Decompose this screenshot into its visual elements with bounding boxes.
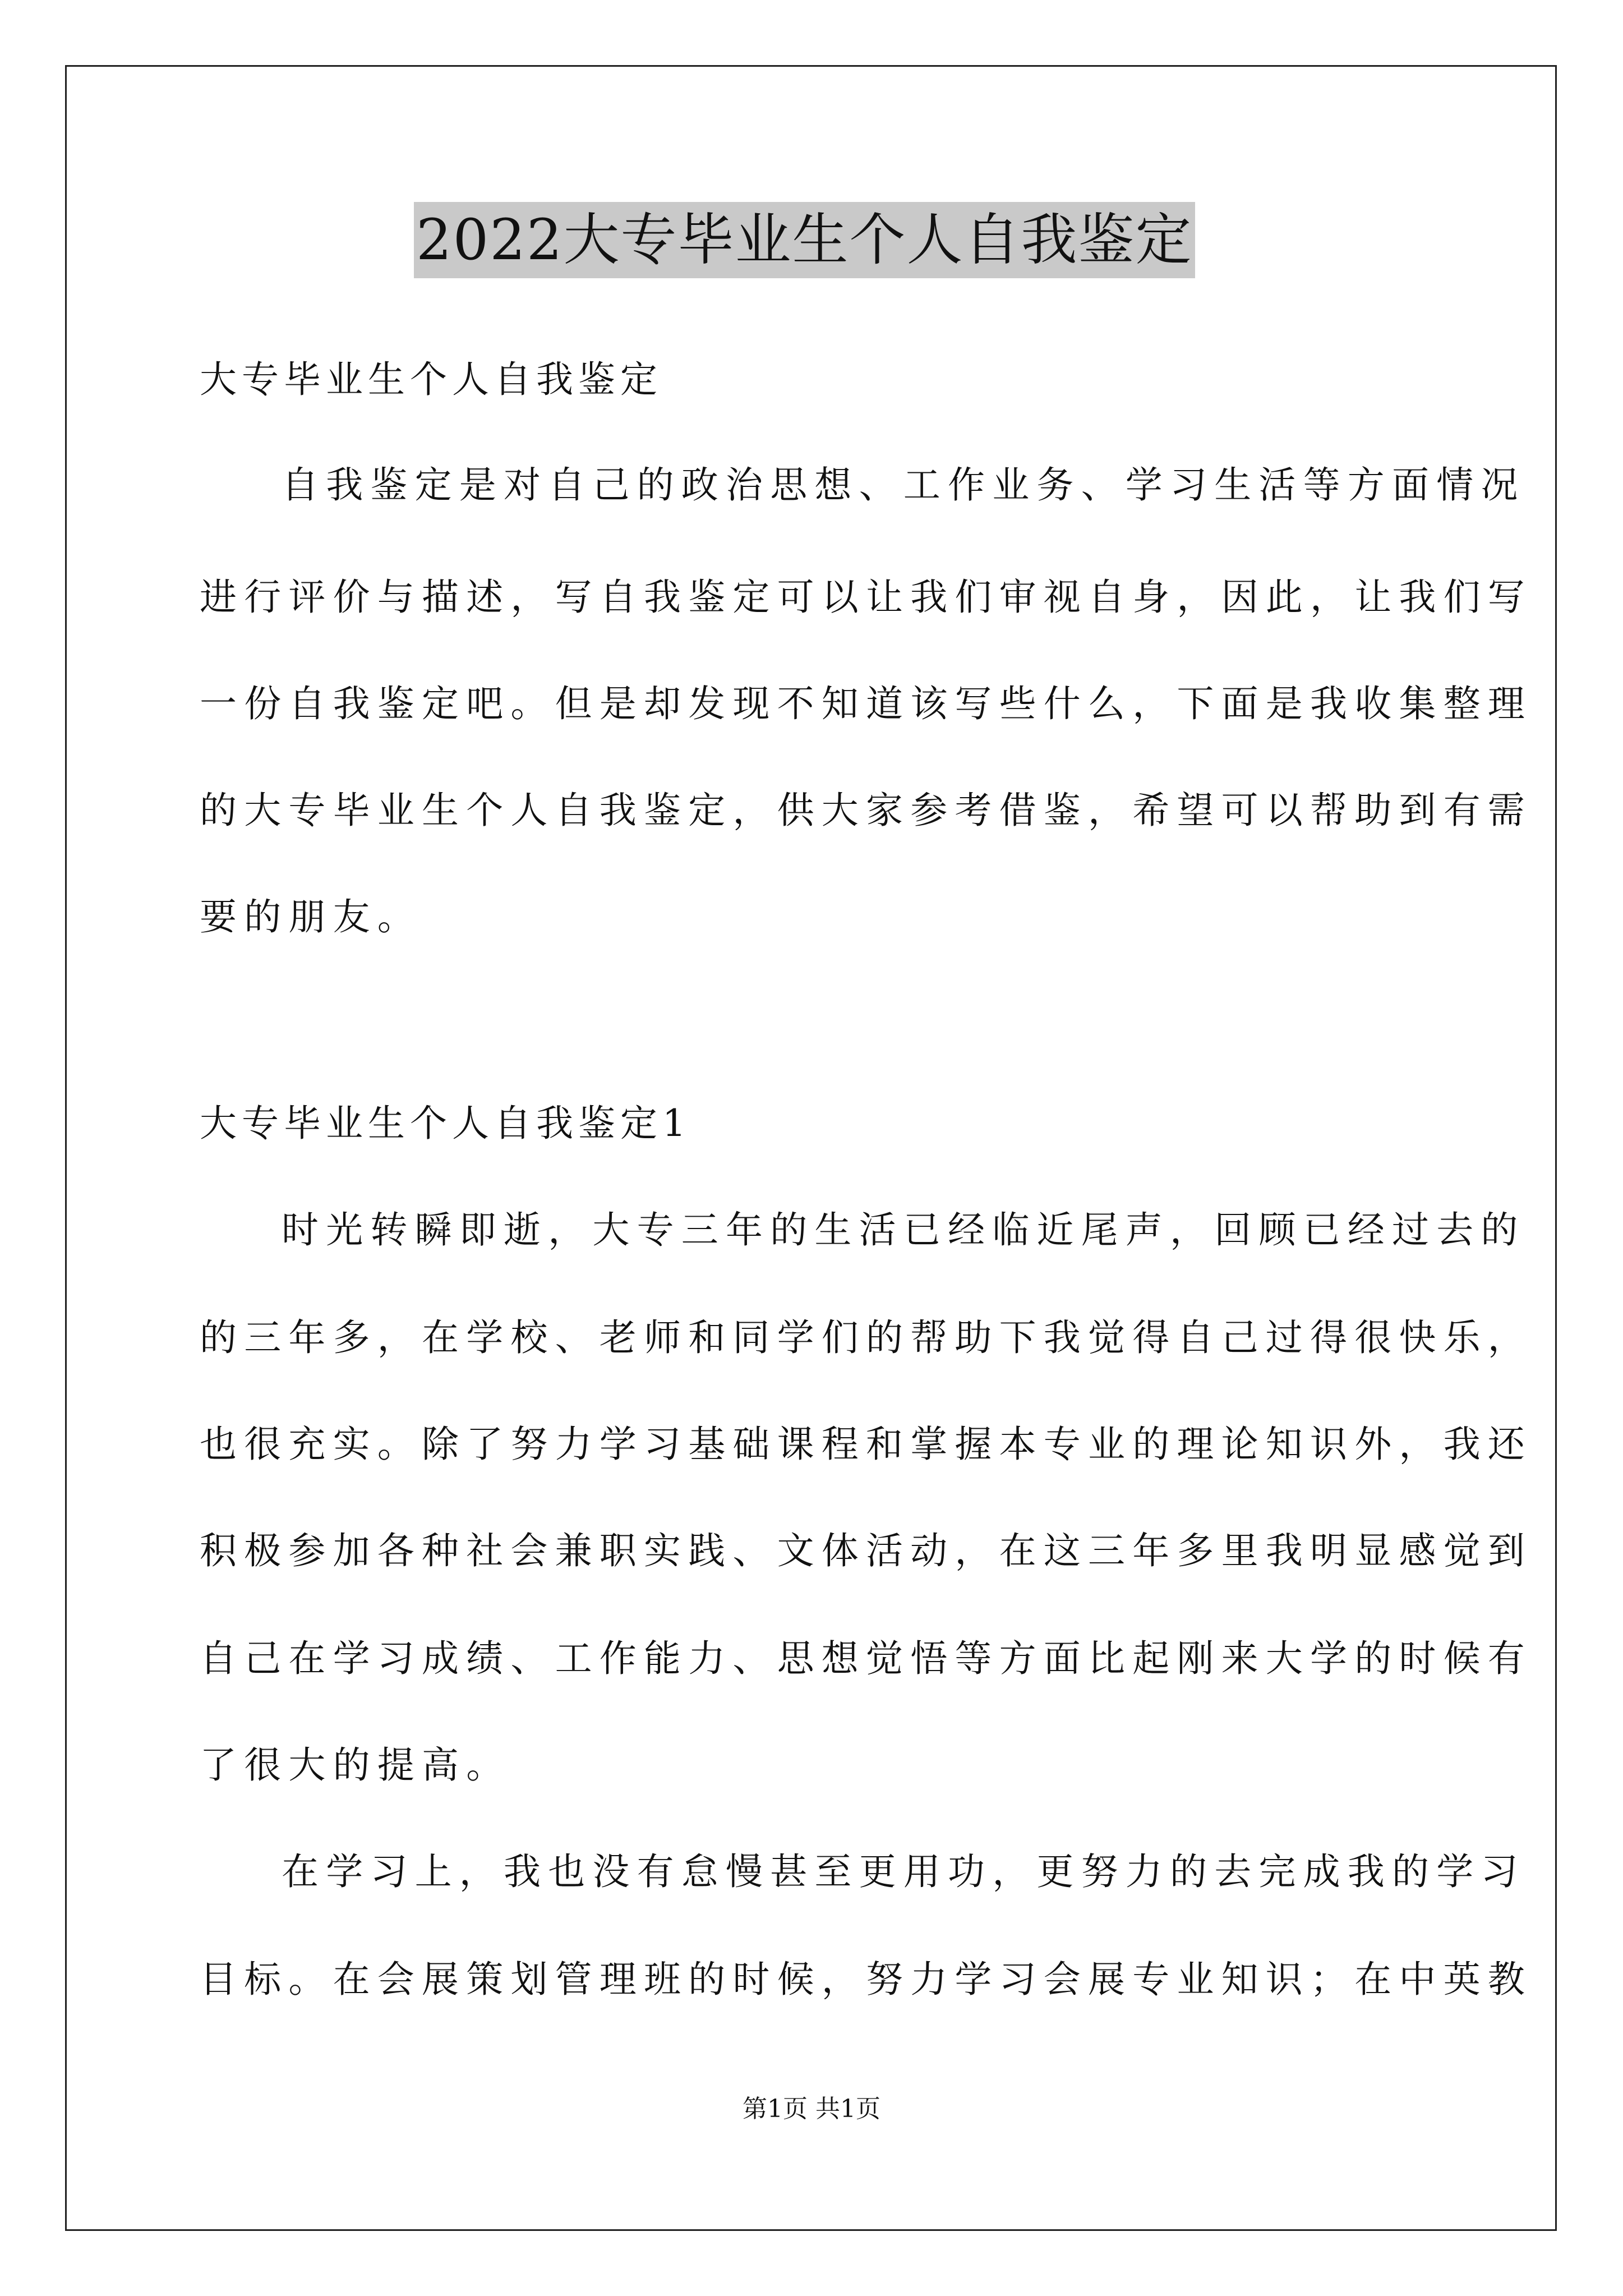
paragraph-line: 目标。在会展策划管理班的时候，努力学习会展专业知识；在中英教	[200, 1958, 1532, 2001]
paragraph-line: 的三年多，在学校、老师和同学们的帮助下我觉得自己过得很快乐，	[200, 1316, 1532, 1359]
document-subtitle: 大专毕业生个人自我鉴定	[200, 358, 662, 401]
paragraph-line: 也很充实。除了努力学习基础课程和掌握本专业的理论知识外，我还	[200, 1423, 1532, 1466]
paragraph-line: 自己在学习成绩、工作能力、思想觉悟等方面比起刚来大学的时候有	[200, 1637, 1532, 1680]
paragraph-line: 在学习上，我也没有怠慢甚至更用功，更努力的去完成我的学习	[282, 1850, 1525, 1893]
paragraph-line: 时光转瞬即逝，大专三年的生活已经临近尾声，回顾已经过去的	[282, 1208, 1525, 1251]
intro-line: 要的朋友。	[200, 895, 422, 938]
intro-line: 的大专毕业生个人自我鉴定，供大家参考借鉴，希望可以帮助到有需	[200, 789, 1532, 832]
paragraph-line: 积极参加各种社会兼职实践、文体活动，在这三年多里我明显感觉到	[200, 1529, 1532, 1572]
paragraph-line: 了很大的提高。	[200, 1743, 511, 1787]
document-title: 2022大专毕业生个人自我鉴定	[414, 202, 1195, 278]
section-heading: 大专毕业生个人自我鉴定1	[200, 1102, 691, 1145]
intro-line: 进行评价与描述，写自我鉴定可以让我们审视自身，因此，让我们写	[200, 576, 1532, 619]
page-footer: 第1页 共1页	[743, 2095, 880, 2123]
intro-line: 自我鉴定是对自己的政治思想、工作业务、学习生活等方面情况	[282, 463, 1525, 507]
intro-line: 一份自我鉴定吧。但是却发现不知道该写些什么，下面是我收集整理	[200, 682, 1532, 725]
